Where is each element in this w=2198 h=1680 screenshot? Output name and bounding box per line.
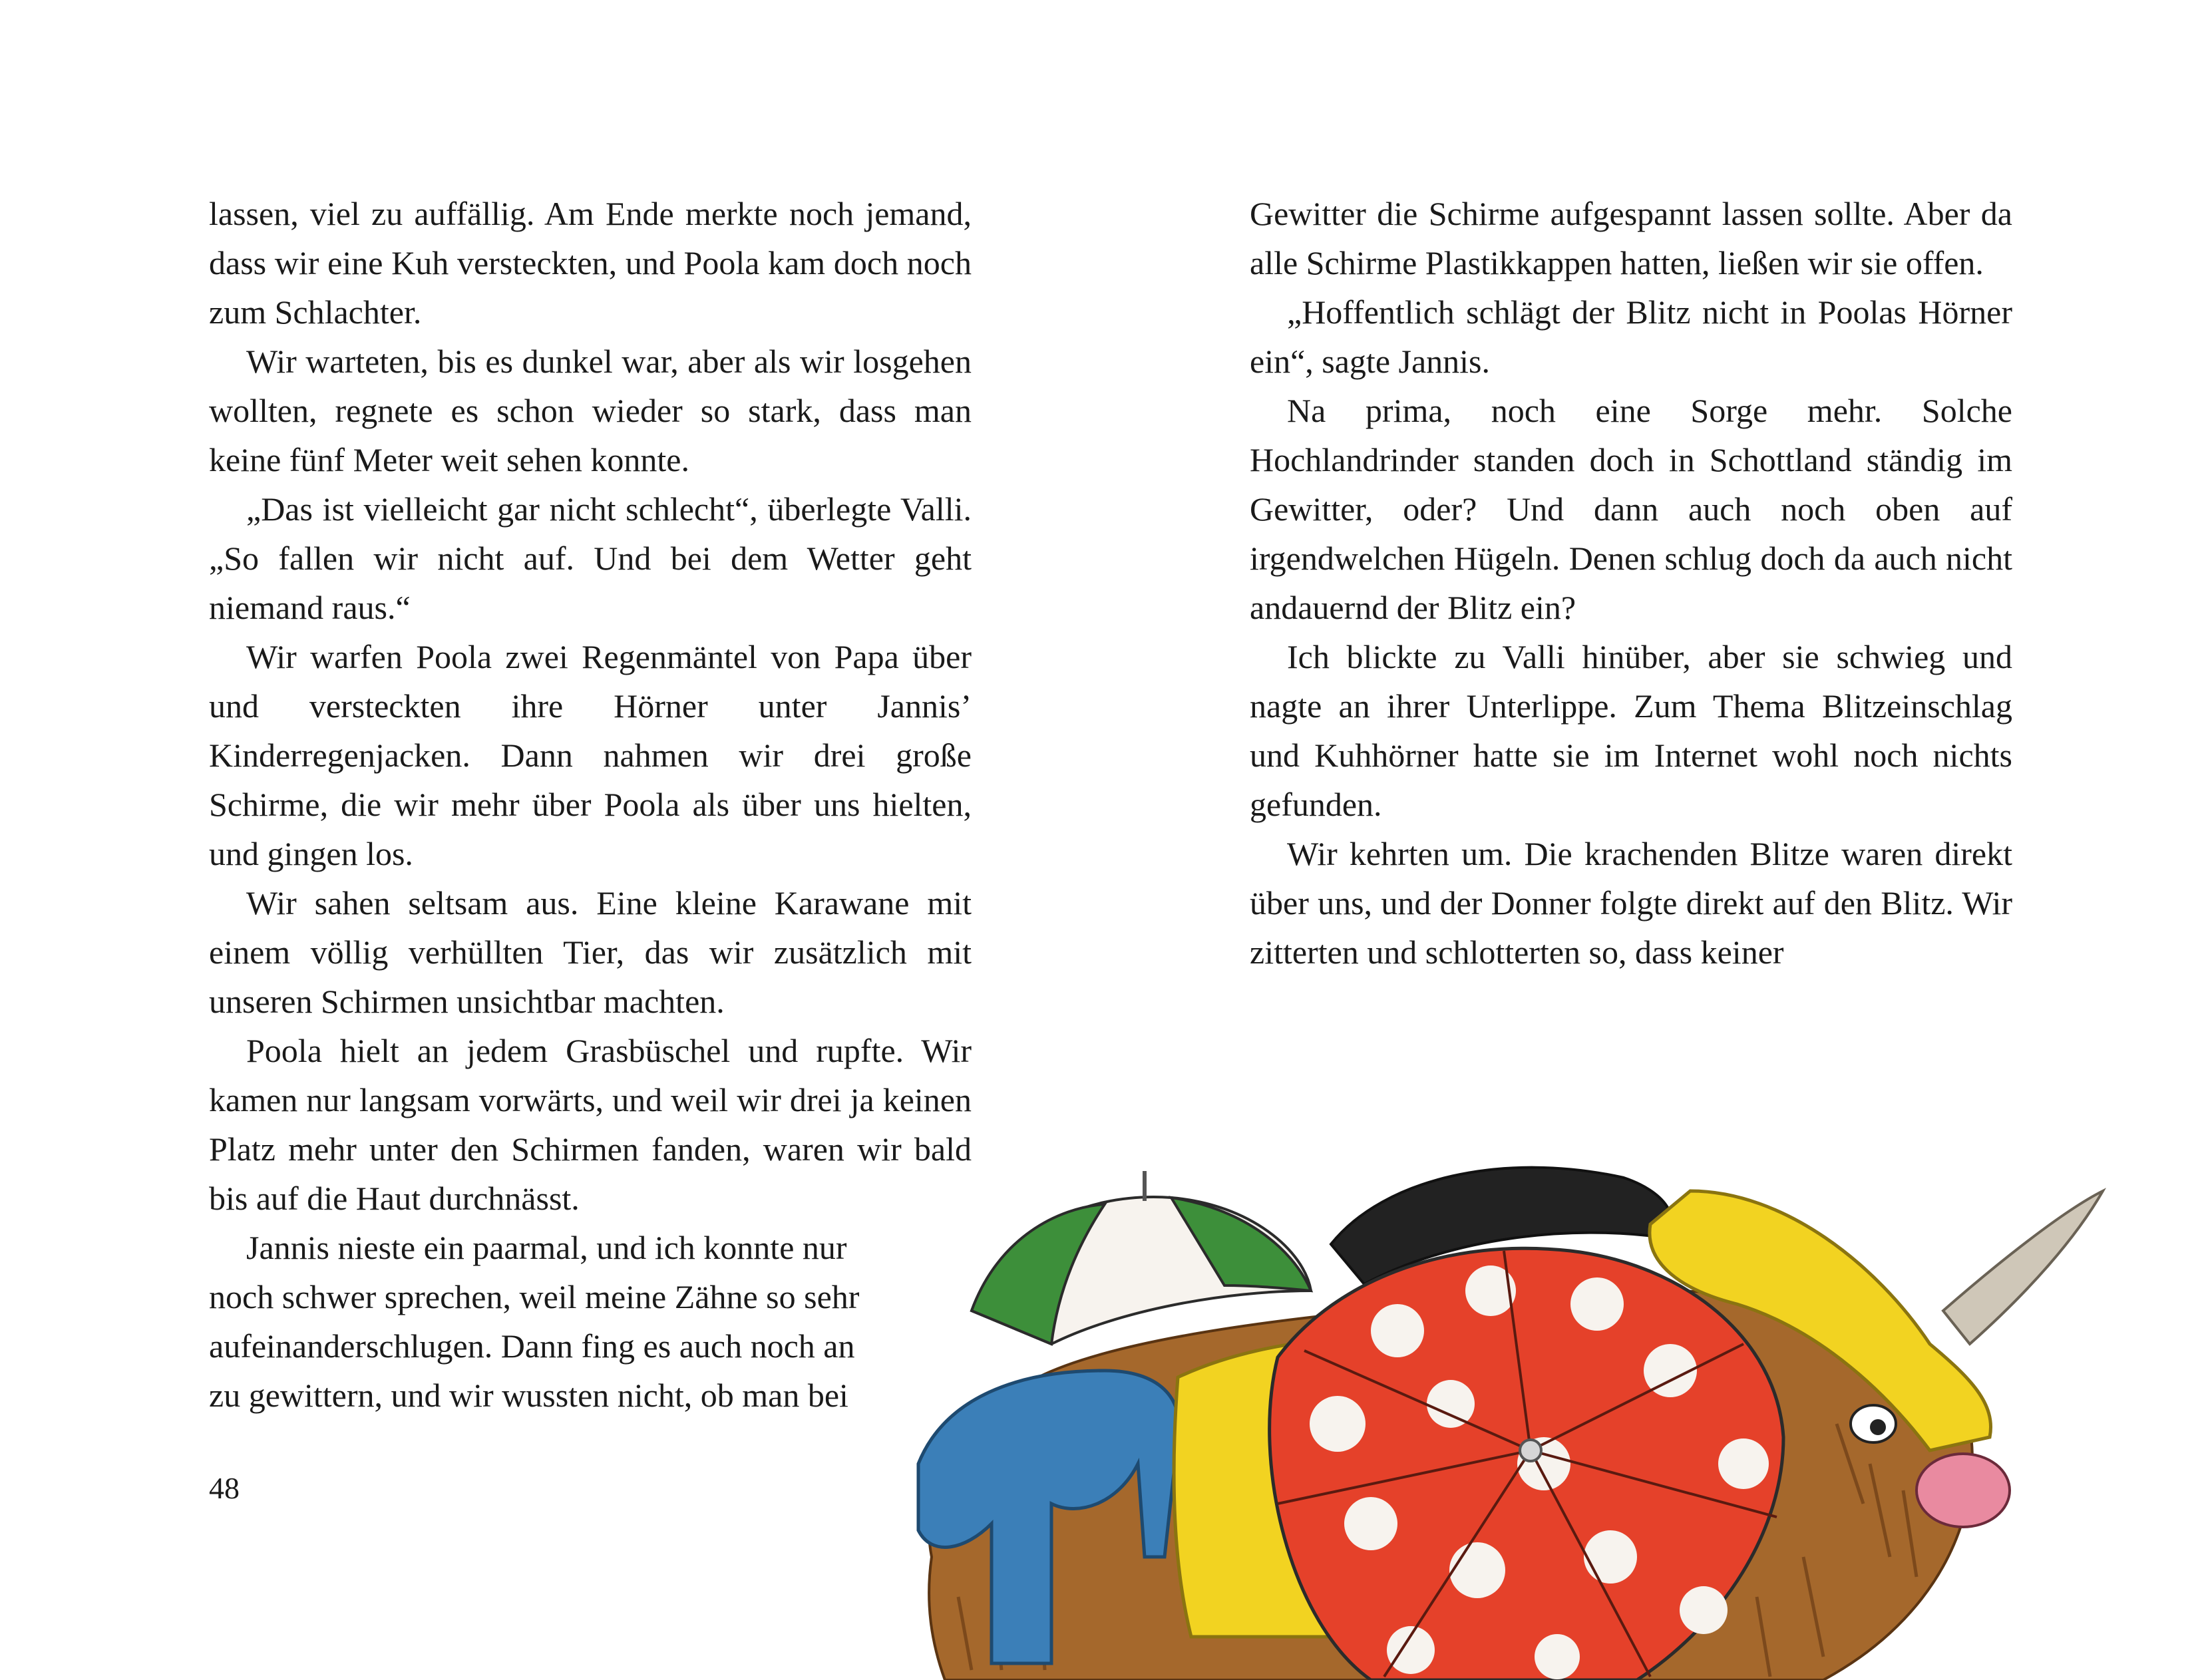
red-dotted-umbrella xyxy=(1270,1248,1783,1680)
paragraph: „Das ist vielleicht gar nicht schlecht“, überlegte Valli. „So fallen wir nicht auf. Und bei dem Wetter geht niemand raus.“ xyxy=(209,490,972,626)
paragraph: „Hoffentlich schlägt der Blitz nicht in Poolas Hörner ein“, sagte Jannis. xyxy=(1250,293,2012,380)
paragraph: Wir kehrten um. Die krachenden Blitze waren direkt über uns, und der Donner folgte direkt auf den Blitz. Wir zitterten und schlotterten so, dass keiner xyxy=(1250,835,2012,971)
paragraph: Ich blickte zu Valli hinüber, aber sie schwieg und nagte an ihrer Unterlippe. Zum Thema Blitzeinschlag und Kuhhörner hatte sie im Internet wohl noch nichts gefunden. xyxy=(1250,638,2012,823)
paragraph: Wir sahen seltsam aus. Eine kleine Karawane mit einem völlig verhüllten Tier, das wir zusätzlich mit unseren Schirmen unsichtbar machten. xyxy=(209,884,972,1020)
green-umbrella xyxy=(972,1171,1311,1344)
page-number: 48 xyxy=(209,1471,240,1505)
paragraph: Wir warteten, bis es dunkel war, aber als wir losgehen wollten, regnete es schon wieder so stark, dass man keine fünf Meter weit sehen konnte. xyxy=(209,343,972,478)
left-text-column xyxy=(209,189,972,1420)
paragraph: Wir warfen Poola zwei Regenmäntel von Papa über und versteckten ihre Hörner unter Jannis’ Kinderregenjacken. Dann nahmen wir drei große Schirme, die wir mehr über Poola als über uns hielten, und gingen los. xyxy=(209,638,972,872)
cow-horn xyxy=(1943,1191,2103,1344)
umbrella-tip xyxy=(1520,1440,1541,1461)
cow-nose xyxy=(1917,1454,2010,1527)
paragraph: Gewitter die Schirme aufgespannt lassen sollte. Aber da alle Schirme Plastikkappen hatten, ließen wir sie offen. xyxy=(1250,195,2012,281)
right-text-column xyxy=(1250,189,2012,977)
paragraph: Na prima, noch eine Sorge mehr. Solche Hochlandrinder standen doch in Schottland ständig im Gewitter, oder? Und dann auch noch oben auf irgendwelchen Hügeln. Denen schlug doch da auch nicht andauernd der Blitz ein? xyxy=(1250,392,2012,626)
paragraph: Jannis nieste ein paarmal, und ich konnte nur noch schwer sprechen, weil meine Zähne so sehr aufeinanderschlugen. Dann fing es auch noch an zu gewittern, und wir wussten nicht, ob man bei xyxy=(209,1229,860,1414)
cow-umbrella-illustration xyxy=(905,1091,2198,1680)
paragraph: Poola hielt an jedem Grasbüschel und rupfte. Wir kamen nur langsam vorwärts, und weil wir drei ja keinen Platz mehr unter den Schirmen fanden, waren wir bald bis auf die Haut durchnässt. xyxy=(209,1032,972,1217)
paragraph: lassen, viel zu auffällig. Am Ende merkte noch jemand, dass wir eine Kuh versteckten, und Poola kam doch noch zum Schlachter. xyxy=(209,195,972,331)
